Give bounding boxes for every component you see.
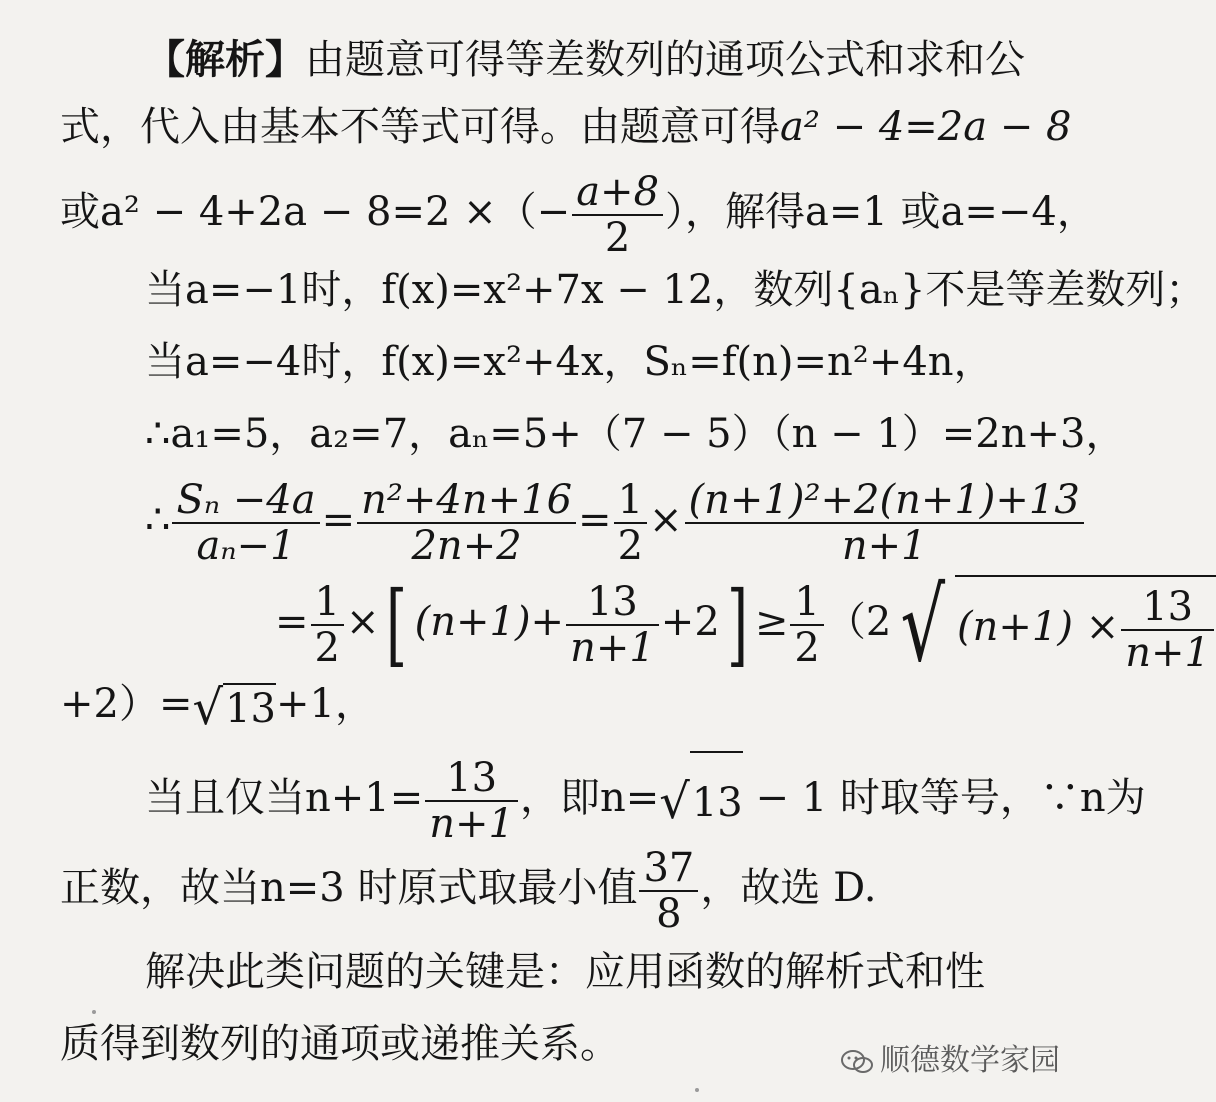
- sqrt-symbol: √13: [659, 749, 743, 853]
- watermark-text: 顺德数学家园: [880, 1043, 1060, 1078]
- line-6: ∴a₁=5，a₂=7，aₙ=5+（7 − 5）（n − 1）=2n+3，: [145, 411, 1126, 457]
- speck: [92, 1010, 96, 1014]
- line-3: 或a² − 4+2a − 8=2 ×（− $\frac{a+8}{2}$ ），解得a=1 或a=−4，: [60, 169, 1097, 261]
- sqrt-symbol: √13: [192, 680, 276, 736]
- line-10: 当且仅当n+1= $\frac{13}{n+1}$ ，即n=√13 − 1 时取等号，∵n为: [145, 748, 1080, 853]
- watermark: [840, 1035, 1060, 1079]
- line-8: = $\frac{1}{2}$ ×[ (n+1)+ $\frac{13}{n+1}$ +2] ≥ $\frac{1}{2}$ （2√ (n+1) × $\frac{13}{n+1}$: [275, 572, 1080, 677]
- fraction: $\frac{a+8}{2}$: [572, 170, 663, 260]
- analysis-tag: 【解析】: [145, 36, 305, 83]
- wechat-icon: [840, 1049, 874, 1075]
- line-9: +2）=√13+1，: [60, 680, 375, 736]
- line-13: 质得到数列的通项或递推关系。: [60, 1021, 620, 1067]
- line-4: 当a=−1时，f(x)=x²+7x − 12，数列{aₙ}不是等差数列；: [145, 267, 1206, 313]
- line-7: ∴ $\frac{\text{Sₙ −4a}}{\text{aₙ−1}}$ = $\frac{\text{n²+4n+16}}{2n+2}$ = $\frac{1}{2}$ × $\frac{\text{(n+1)²+2(n+1)+13}}{n+1}$: [145, 470, 1080, 570]
- line-1: 【解析】由题意可得等差数列的通项公式和求和公: [145, 36, 1025, 83]
- sqrt-symbol: √ (n+1) × $\frac{13}{n+1}$: [891, 573, 1216, 677]
- line-12: 解决此类问题的关键是：应用函数的解析式和性: [145, 949, 985, 995]
- line-5: 当a=−4时，f(x)=x²+4x，Sₙ=f(n)=n²+4n，: [145, 339, 994, 385]
- speck: [695, 1088, 699, 1092]
- line-2: 式，代入由基本不等式可得。由题意可得a² − 4=2a − 8: [60, 104, 1072, 150]
- line-11: 正数，故当n=3 时原式取最小值 $\frac{37}{8}$ ，故选 D.: [60, 845, 877, 937]
